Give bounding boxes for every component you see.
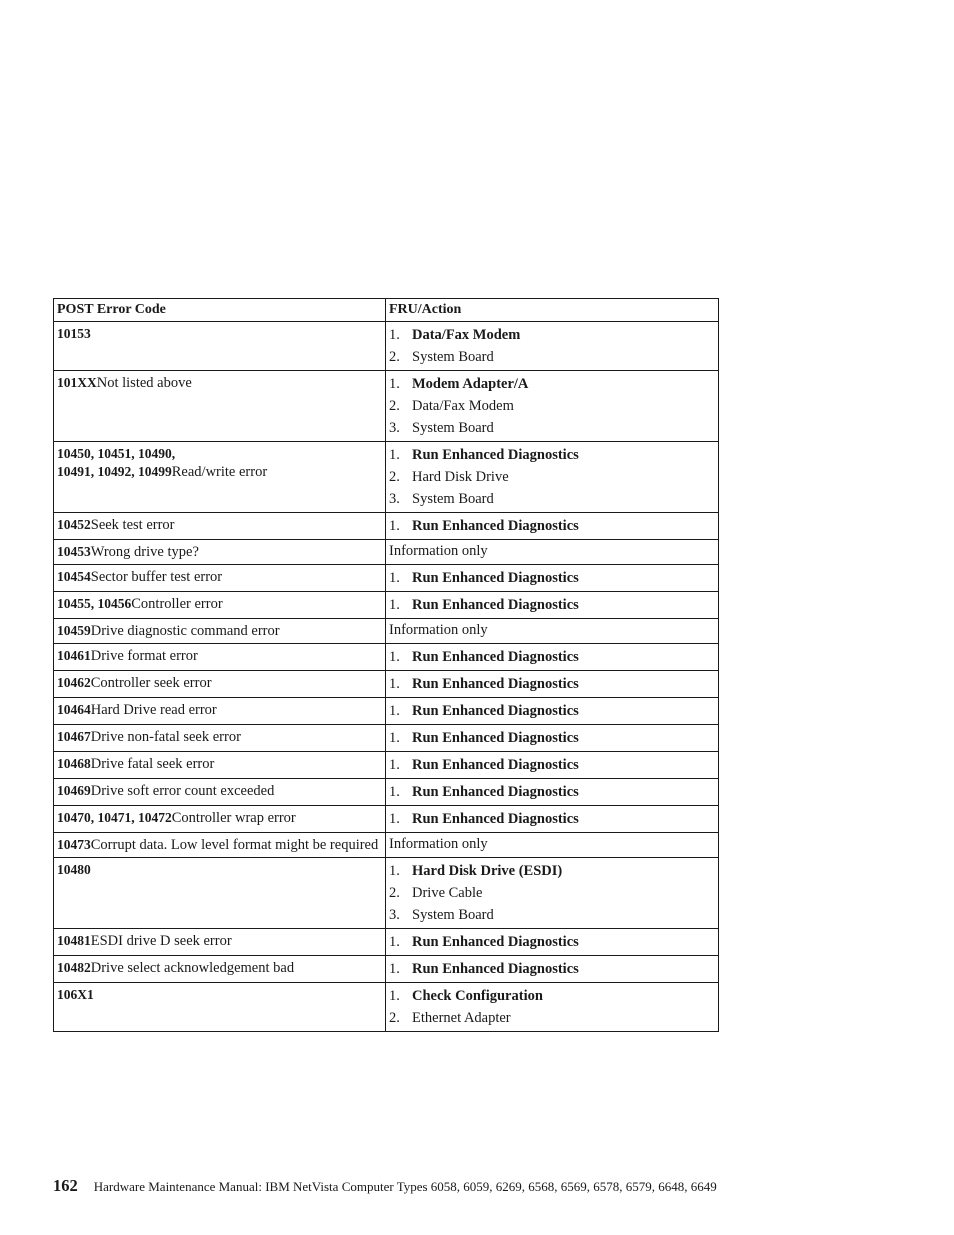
- fru-action-cell: [386, 858, 719, 929]
- table-row: [54, 644, 719, 671]
- fru-action-cell: [386, 322, 719, 371]
- action-step: [389, 373, 715, 395]
- error-code: 10452: [57, 517, 91, 532]
- step-number: 3.: [389, 907, 400, 923]
- fru-action-cell: [386, 644, 719, 671]
- step-number: 2.: [389, 398, 400, 414]
- error-code: 10482: [57, 960, 91, 975]
- step-label: Run Enhanced Diagnostics: [412, 570, 579, 586]
- error-code: 10454: [57, 569, 91, 584]
- fru-action-cell: [386, 442, 719, 513]
- action-step: [389, 417, 715, 439]
- error-code: 10467: [57, 729, 91, 744]
- information-only-note: Information only: [389, 543, 488, 559]
- table-row: [54, 698, 719, 725]
- step-number: 1.: [389, 518, 400, 534]
- fru-action-cell: [386, 371, 719, 442]
- table-row: [54, 833, 719, 858]
- error-code-cell: [54, 698, 386, 725]
- error-code-cell: [54, 858, 386, 929]
- table-row: [54, 806, 719, 833]
- step-label: Ethernet Adapter: [412, 1010, 511, 1026]
- action-step: [389, 882, 715, 904]
- action-step: [389, 567, 715, 589]
- step-label: System Board: [412, 491, 494, 507]
- error-code-cell: [54, 779, 386, 806]
- error-code-cell: [54, 956, 386, 983]
- action-step: [389, 346, 715, 368]
- step-number: 2.: [389, 1010, 400, 1026]
- action-step: [389, 958, 715, 980]
- action-step: [389, 594, 715, 616]
- action-step: [389, 444, 715, 466]
- step-label: Hard Disk Drive: [412, 469, 509, 485]
- step-label: Run Enhanced Diagnostics: [412, 703, 579, 719]
- column-header-error-code: POST Error Code: [54, 299, 386, 322]
- fru-action-cell: [386, 592, 719, 619]
- error-description: Drive non-fatal seek error: [90, 729, 241, 745]
- error-code: 10469: [57, 783, 91, 798]
- action-step: [389, 808, 715, 830]
- error-description: Hard Drive read error: [90, 702, 217, 718]
- step-number: 2.: [389, 469, 400, 485]
- step-label: Run Enhanced Diagnostics: [412, 518, 579, 534]
- step-number: 1.: [389, 961, 400, 977]
- step-number: 3.: [389, 420, 400, 436]
- fru-action-cell: [386, 725, 719, 752]
- table-body: [54, 322, 719, 1032]
- table-row: [54, 929, 719, 956]
- action-step: [389, 488, 715, 510]
- step-label: Drive Cable: [412, 885, 483, 901]
- error-code-cell: [54, 644, 386, 671]
- table-row: [54, 371, 719, 442]
- table-header-row: [54, 299, 719, 322]
- error-code: 10455, 10456: [57, 596, 132, 611]
- error-description: Controller error: [131, 596, 223, 612]
- step-number: 1.: [389, 649, 400, 665]
- error-description: Drive fatal seek error: [90, 756, 215, 772]
- step-label: System Board: [412, 420, 494, 436]
- error-code-cell: [54, 725, 386, 752]
- step-number: 1.: [389, 988, 400, 1004]
- fru-action-cell: [386, 983, 719, 1032]
- table-row: [54, 540, 719, 565]
- error-code: 101XX: [57, 375, 97, 390]
- table-row: [54, 592, 719, 619]
- error-description: ESDI drive D seek error: [90, 933, 232, 949]
- step-label: System Board: [412, 349, 494, 365]
- error-code: 10491, 10492, 10499: [57, 464, 172, 479]
- column-header-fru-action: FRU/Action: [386, 299, 719, 322]
- fru-action-cell: [386, 698, 719, 725]
- table-row: [54, 725, 719, 752]
- step-label: Run Enhanced Diagnostics: [412, 447, 579, 463]
- error-code: 10481: [57, 933, 91, 948]
- step-label: Run Enhanced Diagnostics: [412, 649, 579, 665]
- error-code: 10480: [57, 862, 91, 877]
- action-step: [389, 395, 715, 417]
- post-error-table: [53, 298, 719, 1032]
- step-number: 3.: [389, 491, 400, 507]
- error-description: Seek test error: [90, 517, 175, 533]
- error-code-cell: [54, 442, 386, 513]
- step-number: 1.: [389, 730, 400, 746]
- error-code-cell: [54, 619, 386, 644]
- action-step: [389, 700, 715, 722]
- error-code: 10473: [57, 837, 91, 852]
- error-code: 10453: [57, 544, 91, 559]
- step-number: 2.: [389, 885, 400, 901]
- fru-action-cell: [386, 619, 719, 644]
- action-step: [389, 324, 715, 346]
- step-number: 1.: [389, 784, 400, 800]
- table-row: [54, 752, 719, 779]
- error-code: 10468: [57, 756, 91, 771]
- step-label: Modem Adapter/A: [412, 376, 529, 392]
- step-number: 1.: [389, 811, 400, 827]
- table-row: [54, 513, 719, 540]
- action-step: [389, 727, 715, 749]
- table-row: [54, 619, 719, 644]
- step-number: 1.: [389, 327, 400, 343]
- step-number: 1.: [389, 703, 400, 719]
- step-label: Data/Fax Modem: [412, 398, 514, 414]
- error-description: Drive format error: [90, 648, 198, 664]
- error-code-cell: [54, 540, 386, 565]
- error-code: 10450, 10451, 10490,: [57, 446, 176, 461]
- error-code-cell: [54, 752, 386, 779]
- step-number: 1.: [389, 863, 400, 879]
- table-row: [54, 565, 719, 592]
- action-step: [389, 931, 715, 953]
- table-row: [54, 779, 719, 806]
- action-step: [389, 673, 715, 695]
- error-code: 10153: [57, 326, 91, 341]
- step-number: 1.: [389, 570, 400, 586]
- error-code: 10464: [57, 702, 91, 717]
- step-number: 1.: [389, 934, 400, 950]
- fru-action-cell: [386, 956, 719, 983]
- step-label: Run Enhanced Diagnostics: [412, 757, 579, 773]
- error-description: Drive soft error count exceeded: [90, 783, 275, 799]
- table-row: [54, 322, 719, 371]
- step-label: Hard Disk Drive (ESDI): [412, 863, 563, 879]
- action-step: [389, 515, 715, 537]
- error-description: Sector buffer test error: [90, 569, 223, 585]
- error-description: Not listed above: [96, 375, 192, 391]
- error-description: Read/write error: [171, 464, 268, 480]
- fru-action-cell: [386, 540, 719, 565]
- fru-action-cell: [386, 671, 719, 698]
- fru-action-cell: [386, 833, 719, 858]
- step-number: 1.: [389, 757, 400, 773]
- error-code-cell: [54, 929, 386, 956]
- error-description: Controller seek error: [90, 675, 212, 691]
- action-step: [389, 985, 715, 1007]
- fru-action-cell: [386, 752, 719, 779]
- step-number: 1.: [389, 376, 400, 392]
- step-label: Run Enhanced Diagnostics: [412, 784, 579, 800]
- page-footer: [53, 1175, 743, 1198]
- error-code-cell: [54, 565, 386, 592]
- fru-action-cell: [386, 513, 719, 540]
- step-label: Run Enhanced Diagnostics: [412, 730, 579, 746]
- step-label: Run Enhanced Diagnostics: [412, 676, 579, 692]
- error-code: 106X1: [57, 987, 94, 1002]
- step-number: 1.: [389, 597, 400, 613]
- step-label: Run Enhanced Diagnostics: [412, 597, 579, 613]
- error-description: Drive select acknowledgement bad: [90, 960, 295, 976]
- step-label: Check Configuration: [412, 988, 543, 1004]
- error-description: Controller wrap error: [171, 810, 296, 826]
- error-code-cell: [54, 806, 386, 833]
- error-code-cell: [54, 371, 386, 442]
- action-step: [389, 1007, 715, 1029]
- action-step: [389, 904, 715, 926]
- table-row: [54, 671, 719, 698]
- error-code: 10459: [57, 623, 91, 638]
- error-code-cell: [54, 513, 386, 540]
- action-step: [389, 860, 715, 882]
- error-code-cell: [54, 983, 386, 1032]
- error-code-cell: [54, 322, 386, 371]
- error-code-cell: [54, 592, 386, 619]
- information-only-note: Information only: [389, 622, 488, 638]
- step-label: Run Enhanced Diagnostics: [412, 811, 579, 827]
- step-label: System Board: [412, 907, 494, 923]
- fru-action-cell: [386, 565, 719, 592]
- table-row: [54, 858, 719, 929]
- fru-action-cell: [386, 779, 719, 806]
- footer-text: Hardware Maintenance Manual: IBM NetVista Computer Types 6058, 6059, 6269, 6568, 6569, 6578, 6579, 6648, 6649: [93, 1179, 717, 1194]
- fru-action-cell: [386, 929, 719, 956]
- error-code: 10470, 10471, 10472: [57, 810, 172, 825]
- error-description: Drive diagnostic command error: [90, 623, 280, 639]
- error-code: 10461: [57, 648, 91, 663]
- action-step: [389, 754, 715, 776]
- error-code: 10462: [57, 675, 91, 690]
- step-label: Run Enhanced Diagnostics: [412, 934, 579, 950]
- table-row: [54, 983, 719, 1032]
- step-label: Data/Fax Modem: [412, 327, 521, 343]
- action-step: [389, 466, 715, 488]
- step-number: 2.: [389, 349, 400, 365]
- step-number: 1.: [389, 447, 400, 463]
- error-code-cell: [54, 671, 386, 698]
- table-row: [54, 956, 719, 983]
- fru-action-cell: [386, 806, 719, 833]
- table-row: [54, 442, 719, 513]
- step-label: Run Enhanced Diagnostics: [412, 961, 579, 977]
- step-number: 1.: [389, 676, 400, 692]
- information-only-note: Information only: [389, 836, 488, 852]
- error-description: Corrupt data. Low level format might be required: [90, 837, 379, 853]
- action-step: [389, 781, 715, 803]
- error-code-cell: [54, 833, 386, 858]
- page-number: 162: [53, 1176, 78, 1195]
- action-step: [389, 646, 715, 668]
- error-description: Wrong drive type?: [90, 544, 199, 560]
